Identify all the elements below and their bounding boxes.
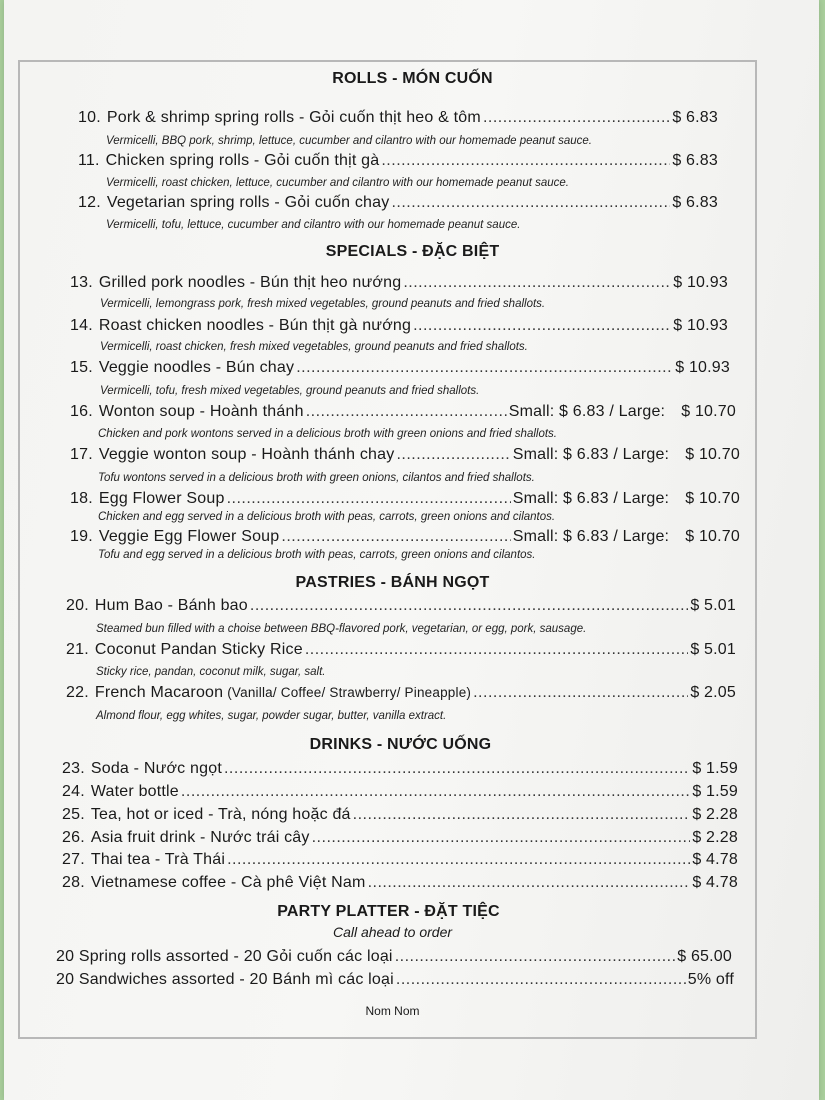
item-number: 22. (66, 684, 89, 701)
item-size-prices (513, 490, 740, 508)
menu-item-23 (62, 760, 738, 778)
dot-leader (368, 874, 691, 892)
item-number: 18. (70, 490, 93, 507)
dot-leader (396, 446, 510, 464)
item-price: $ 1.59 (692, 783, 738, 800)
small-price: Small: $ 6.83 / Large: (512, 490, 670, 507)
dot-leader (181, 783, 690, 801)
item-description: Almond flour, egg whites, sugar, powder sugar, butter, vanilla extract. (96, 710, 447, 722)
menu-item-26 (62, 829, 738, 847)
item-flavors: (Vanilla/ Coffee/ Strawberry/ Pineapple) (227, 685, 472, 700)
item-description: Vermicelli, tofu, fresh mixed vegetables, ground peanuts and fried shallots. (100, 385, 480, 397)
item-name: Egg Flower Soup (98, 490, 225, 507)
dot-leader (395, 948, 676, 966)
item-number: 12. (78, 194, 101, 211)
menu-item-16 (70, 403, 736, 421)
menu-item-25 (62, 806, 738, 824)
item-number: 25. (62, 806, 85, 823)
item-number: 28. (62, 874, 85, 891)
menu-item-27 (62, 851, 738, 869)
footer-brand: Nom Nom (365, 1004, 420, 1018)
item-name: 20 Spring rolls assorted - 20 Gỏi cuốn các loại (56, 948, 393, 965)
item-description: Tofu and egg served in a delicious broth with peas, carrots, green onions and cilantos. (98, 549, 536, 561)
section-title-pastries: PASTRIES - BÁNH NGỌT (295, 574, 490, 591)
item-number: 14. (70, 317, 93, 334)
menu-item-18 (70, 490, 740, 508)
dot-leader (306, 403, 507, 421)
dot-leader (250, 597, 688, 615)
item-number: 19. (70, 528, 93, 545)
item-number: 21. (66, 641, 89, 658)
item-description: Chicken and pork wontons served in a delicious broth with green onions and fried shallots. (98, 428, 557, 440)
menu-item-12 (78, 194, 718, 212)
item-description: Vermicelli, BBQ pork, shrimp, lettuce, cucumber and cilantro with our homemade peanut sauce. (106, 135, 592, 147)
item-price: $ 10.93 (673, 317, 728, 334)
dot-leader (296, 359, 673, 377)
large-price: $ 10.70 (685, 490, 740, 507)
item-name: Soda - Nước ngọt (90, 760, 222, 777)
item-price: $ 6.83 (672, 152, 718, 169)
item-description: Vermicelli, tofu, lettuce, cucumber and cilantro with our homemade peanut sauce. (106, 219, 521, 231)
dot-leader (396, 971, 686, 989)
item-number: 15. (70, 359, 93, 376)
large-price: $ 10.70 (685, 446, 740, 463)
item-number: 16. (70, 403, 93, 420)
section-title-rolls: ROLLS - MÓN CUỐN (332, 70, 493, 87)
item-name: Veggie Egg Flower Soup (98, 528, 280, 545)
dot-leader (227, 851, 690, 869)
section-title-drinks: DRINKS - NƯỚC UỐNG (309, 736, 492, 753)
dot-leader (224, 760, 690, 778)
item-number: 11. (78, 152, 100, 169)
small-price: Small: $ 6.83 / Large: (508, 403, 666, 420)
item-description: Vermicelli, lemongrass pork, fresh mixed vegetables, ground peanuts and fried shallots. (100, 298, 546, 310)
item-price: $ 5.01 (690, 597, 736, 614)
item-description: Steamed bun filled with a choise between BBQ-flavored pork, vegetarian, or egg, pork, sausage. (96, 623, 587, 635)
dot-leader (391, 194, 670, 212)
item-price: $ 10.93 (673, 274, 728, 291)
menu-item-10 (78, 109, 718, 127)
order-note: Call ahead to order (332, 924, 453, 940)
large-price: $ 10.70 (685, 528, 740, 545)
section-title-party: PARTY PLATTER - ĐẶT TIỆC (277, 903, 500, 920)
item-price: $ 2.28 (692, 806, 738, 823)
item-number: 24. (62, 783, 85, 800)
item-name: French Macaroon (94, 684, 224, 701)
menu-item-19 (70, 528, 740, 546)
item-name: Thai tea - Trà Thái (90, 851, 226, 868)
item-number: 20. (66, 597, 89, 614)
item-price: $ 2.05 (690, 684, 736, 701)
item-description: Sticky rice, pandan, coconut milk, sugar, salt. (96, 666, 326, 678)
item-price: $ 65.00 (677, 948, 732, 965)
item-size-prices (513, 528, 740, 546)
menu-item-22 (66, 684, 736, 702)
item-name: Pork & shrimp spring rolls - Gỏi cuốn thịt heo & tôm (106, 109, 481, 126)
item-name: Coconut Pandan Sticky Rice (94, 641, 303, 658)
large-price: $ 10.70 (681, 403, 736, 420)
item-description: Chicken and egg served in a delicious broth with peas, carrots, green onions and cilantos. (98, 511, 556, 523)
item-name: Asia fruit drink - Nước trái cây (90, 829, 310, 846)
item-size-prices (513, 446, 740, 464)
item-number: 13. (70, 274, 93, 291)
item-price: $ 1.59 (692, 760, 738, 777)
item-price: $ 2.28 (692, 829, 738, 846)
item-size-prices (509, 403, 736, 421)
item-number: 27. (62, 851, 85, 868)
item-name: Grilled pork noodles - Bún thịt heo nướng (98, 274, 402, 291)
item-description: Vermicelli, roast chicken, fresh mixed vegetables, ground peanuts and fried shallots. (100, 341, 528, 353)
item-name: Water bottle (90, 783, 179, 800)
party-item-spring-rolls (56, 948, 732, 966)
item-name: Hum Bao - Bánh bao (94, 597, 248, 614)
menu-item-21 (66, 641, 736, 659)
menu-item-20 (66, 597, 736, 615)
item-name: Vegetarian spring rolls - Gỏi cuốn chay (106, 194, 390, 211)
menu-item-17 (70, 446, 740, 464)
item-name: Chicken spring rolls - Gỏi cuốn thịt gà (105, 152, 380, 169)
item-price: $ 6.83 (672, 109, 718, 126)
item-price: $ 5.01 (690, 641, 736, 658)
dot-leader (381, 152, 670, 170)
item-name: 20 Sandwiches assorted - 20 Bánh mì các loại (56, 971, 394, 988)
dot-leader (413, 317, 671, 335)
item-number: 23. (62, 760, 85, 777)
dot-leader (473, 684, 688, 702)
dot-leader (305, 641, 688, 659)
dot-leader (483, 109, 670, 127)
item-description: Tofu wontons served in a delicious broth with green onions, cilantos and fried shallots. (98, 472, 535, 484)
menu-item-24 (62, 783, 738, 801)
small-price: Small: $ 6.83 / Large: (512, 446, 670, 463)
item-number: 17. (70, 446, 93, 463)
item-price: $ 10.93 (675, 359, 730, 376)
party-item-sandwiches (56, 971, 734, 989)
section-title-specials: SPECIALS - ĐẶC BIỆT (325, 243, 500, 260)
item-name: Roast chicken noodles - Bún thịt gà nướng (98, 317, 412, 334)
menu-item-11 (78, 152, 718, 170)
dot-leader (353, 806, 691, 824)
item-name: Veggie wonton soup - Hoành thánh chay (98, 446, 395, 463)
item-description: Vermicelli, roast chicken, lettuce, cucumber and cilantro with our homemade peanut sauce. (106, 177, 569, 189)
item-price: $ 4.78 (692, 874, 738, 891)
dot-leader (312, 829, 691, 847)
item-number: 26. (62, 829, 85, 846)
item-number: 10. (78, 109, 101, 126)
item-name: Vietnamese coffee - Cà phê Việt Nam (90, 874, 366, 891)
dot-leader (227, 490, 511, 508)
menu-item-14 (70, 317, 728, 335)
dot-leader (403, 274, 671, 292)
small-price: Small: $ 6.83 / Large: (512, 528, 670, 545)
item-price: $ 6.83 (672, 194, 718, 211)
item-name: Veggie noodles - Bún chay (98, 359, 295, 376)
item-price: $ 4.78 (692, 851, 738, 868)
item-name: Tea, hot or iced - Trà, nóng hoặc đá (90, 806, 351, 823)
item-name: Wonton soup - Hoành thánh (98, 403, 304, 420)
menu-item-28 (62, 874, 738, 892)
item-price: 5% off (687, 971, 734, 988)
menu-item-15 (70, 359, 730, 377)
menu-item-13 (70, 274, 728, 292)
dot-leader (281, 528, 510, 546)
